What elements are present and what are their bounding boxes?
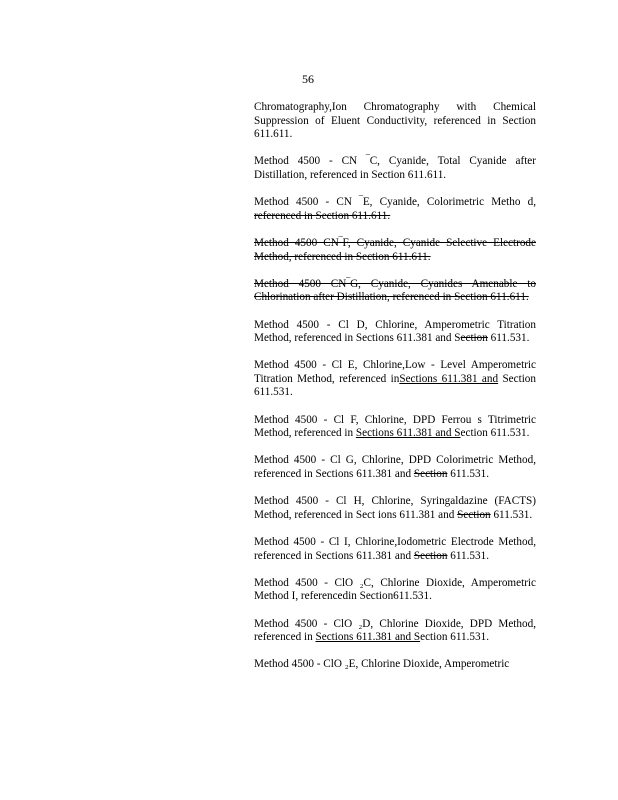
method-reference-entry [254,237,536,264]
entry-text: Method 4500 - Cl H, Chlorine, Syringaldazine (FACTS) Method, referenced in Sect ions 611.381 and [254,495,536,521]
method-reference-entry [254,495,536,522]
entry-text: Method 4500 - CN ‾C, Cyanide, Total Cyanide after Distillation, referenced in Section 611.611. [254,155,536,181]
struck-text: Method 4500 CN‾G, Cyanide, Cyanides Amenable to Chlorination after Distillation, referenced in Section 611.611. [254,277,536,304]
method-reference-entry [254,658,536,672]
inserted-text: Sections 611.381 and [399,372,499,385]
entry-text: ection 611.531. [420,631,489,644]
entry-text: 611.531. [490,508,533,521]
entry-text: Section 611.531. [254,372,536,399]
entry-text: 611.531. [487,332,530,345]
struck-text: Section [413,468,448,481]
document-body [254,101,536,672]
entry-text: Method 4500 - ClO ₂C, Chlorine Dioxide, Amperometric Method I, referencedin Section611.531. [254,576,536,603]
entry-text: Method 4500 - CN ‾E, Cyanide, Colorimetric Metho d, [254,196,536,209]
struck-text: ection [460,332,488,345]
entry-text: Method 4500 - Cl I, Chlorine,Iodometric Electrode Method, referenced in Sections 611.381 and [254,536,536,562]
struck-text: Section [413,549,448,562]
entry-text: Method 4500 - ClO ₂D, Chlorine Dioxide, DPD Method, referenced in [254,617,536,644]
entry-text: 611.531. [447,549,489,562]
entry-text: Method 4500 - Cl G, Chlorine, DPD Colorimetric Method, referenced in Sections 611.381 and [254,454,536,481]
inserted-text: Sections 611.381 and S [355,427,461,440]
entry-text: Method 4500 - Cl E, Chlorine,Low - Level Amperometric Titration Method, referenced in [254,359,536,385]
method-reference-entry [254,101,536,142]
struck-text: Section [457,508,491,521]
method-reference-entry [254,618,536,645]
entry-text: ection 611.531. [460,427,530,440]
entry-text: Method 4500 - ClO ₂E, Chlorine Dioxide, Amperometric [254,658,510,671]
method-reference-entry [254,278,536,305]
struck-text: Method 4500 CN‾F, Cyanide, Cyanide Selective Electrode Method, referenced in Section 611.611. [254,236,536,263]
method-reference-entry [254,536,536,563]
method-reference-entry [254,454,536,481]
method-reference-entry [254,319,536,346]
inserted-text: Sections 611.381 and S [315,631,421,644]
method-reference-entry [254,359,536,400]
entry-text: Method 4500 - Cl F, Chlorine, DPD Ferrou s Titrimetric Method, referenced in [254,413,536,440]
entry-text: 611.531. [447,468,489,481]
struck-text: referenced in Section 611.611. [254,209,391,222]
entry-text: Method 4500 - Cl D, Chlorine, Amperometric Titration Method, referenced in Sections 611.381 and S [254,318,536,345]
method-reference-entry [254,414,536,441]
page-number: 56 [302,72,314,86]
method-reference-entry [254,577,536,604]
method-reference-entry [254,196,536,223]
method-reference-entry [254,155,536,182]
entry-text: Chromatography,Ion Chromatography with Chemical Suppression of Eluent Conductivity, referenced in Section 611.611. [254,101,536,141]
